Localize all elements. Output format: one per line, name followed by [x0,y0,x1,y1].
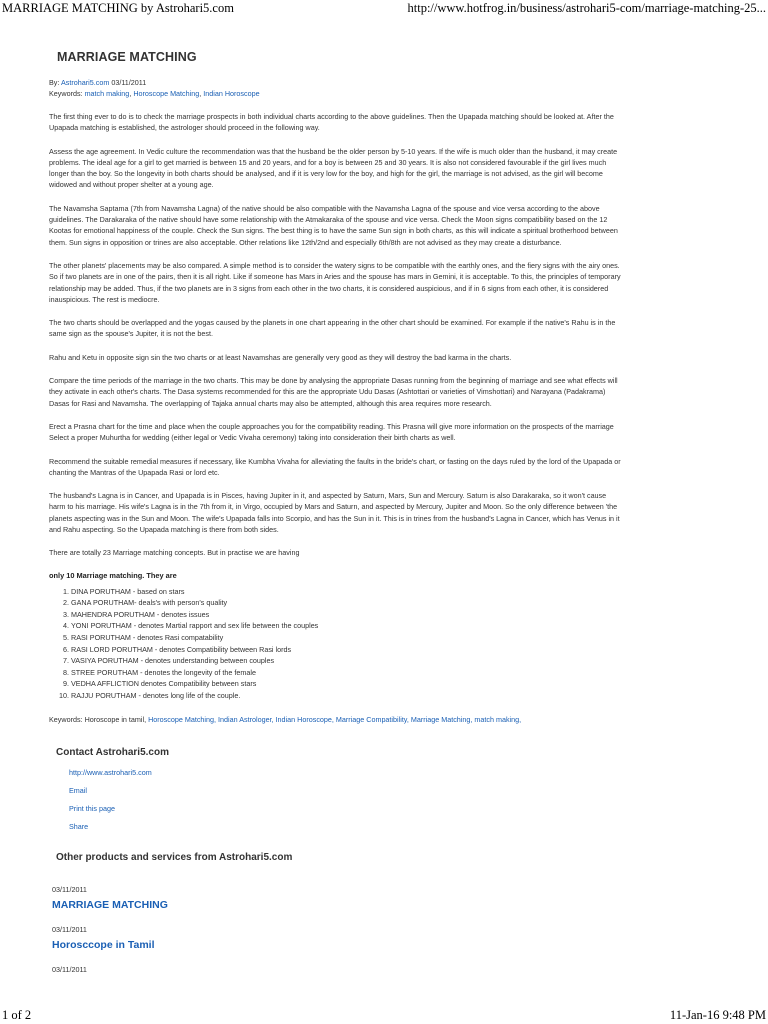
list-item: 1. DINA PORUTHAM - based on stars [71,586,717,598]
contact-heading: Contact Astrohari5.com [56,746,169,758]
list-item: 3. MAHENDRA PORUTHAM - denotes issues [71,609,717,621]
keyword-link[interactable]: Horoscope Matching, [148,714,217,724]
list-item: 10. RAJJU PORUTHAM - denotes long life of the couple. [71,690,717,702]
article-paragraph: The husband's Lagna is in Cancer, and Upapada is in Pisces, having Jupiter in it, and aspected by Saturn, Mars, Sun and Mercury. Saturn is also Darakaraka, so it won't cause harm to his marriage. His wife's Lagna is in the 7th from it, in Virgo, occupied by Mars and Saturn, and aspected by Mercury, Jupiter and Moon. So the only difference between 'the planets aspecting was in the Sun and Moon. The wife's Upapada falls into Scorpio, and has the Sun in it. This is in trines from the husband's Lagna in Cancer, which has Venus in it and Rahu aspecting. So the Upapada matching is there from both sides. [49,491,620,535]
article-content [49,50,717,974]
list-item: 9. VEDHA AFFLICTION denotes Compatibility between stars [71,678,717,690]
keyword-link[interactable]: Marriage Matching, [410,714,473,724]
keyword-link[interactable]: Indian Horoscope, [275,714,334,724]
print-header-title: MARRIAGE MATCHING by Astrohari5.com [2,1,234,15]
product-item [52,885,717,911]
list-item: 4. YONI PORUTHAM - denotes Martial rapport and sex life between the couples [71,620,717,632]
product-title-link[interactable]: Horosccope in Tamil [52,938,155,951]
product-date: 03/11/2011 [52,924,87,934]
contact-links [69,768,717,840]
concepts-list [49,586,717,702]
article-paragraph: Compare the time periods of the marriage in the two charts. This may be done by analysing the appropriate Dasas running from the beginning of marriage and see what effects will they activate in each other's charts. The Dasa systems recommended for this are the appropriate Udu Dasas (Ashtottari or varieties of Vimshottari) and Narayana (Padakrama) Dasas for Rasi and Navamsha. The overlapping of Tajaka annual charts may also be attempted, although this area requires more research. [49,376,618,408]
keywords-label: Keywords: [49,714,83,724]
product-date: 03/11/2011 [52,884,87,894]
article-paragraph: The first thing ever to do is to check the marriage prospects in both individual charts according to the above guidelines. Then the Upapada matching should be looked at. After the Upapada matching is established, the astrologer should proceed in the following way. [49,112,614,133]
print-header [0,0,768,20]
product-title-link[interactable]: MARRIAGE MATCHING [52,898,168,911]
print-page-link[interactable]: Print this page [69,803,115,813]
article-paragraph: Erect a Prasna chart for the time and place when the couple approaches you for the compatibility reading. This Prasna will give more information on the prospects of the marriage Select a proper Muhurtha for wedding (either legal or Vedic Vivaha ceremony) taking into consideration their birth charts as well. [49,421,614,443]
article-paragraph: Assess the age agreement. In Vedic culture the recommendation was that the husband be the older person by 5-10 years. If the wife is much older than the husband, it may create problems. The ideal age for a girl to get married is between 15 and 20 years, and for a boy is between 25 and 30 years. It is also not considered favourable if the girl lives much longer than the boy. So the longevity in both charts should be analysed, and if it is very low for the boy, and high for the girl, the marriage is not advised, as the girl will become widowed and without proper shelter at a young age. [49,146,618,190]
article-paragraph: The Navamsha Saptama (7th from Navamsha Lagna) of the native should be also compatible with the Navamsha Lagna of the spouse and vice versa according to the above guidelines. The Darakaraka of the native should have some relationship with the Atmakaraka of the spouse and vice versa. Check the Moon signs compatibility based on the 12 Kootas for emotional happiness of the couple. Check the Sun signs. The best thing is to have the same Sun sign in both charts, as this will indicate a spiritual brotherhood between them. Sun signs in opposition or trines are also acceptable. Other relations like 12th/2nd and especially 6th/8th are not advised as they may create a disturbance. [49,203,618,247]
list-item: 5. RASI PORUTHAM - denotes Rasi compatability [71,632,717,644]
by-label: By: [49,78,60,87]
keyword-link[interactable]: Indian Astrologer, [218,714,274,724]
article-paragraph: Recommend the suitable remedial measures if necessary, like Kumbha Vivaha for alleviating the faults in the bride's chart, or fasting on the days ruled by the lord of the Upapada or chanting the Mantras of the Upapada Rasi or lord etc. [49,456,621,477]
list-item: 7. VASIYA PORUTHAM - denotes understanding between couples [71,655,717,667]
product-item [52,925,717,951]
keyword-link[interactable]: match making [84,88,130,98]
article-meta [49,78,717,99]
product-date: 03/11/2011 [52,964,87,974]
page-title: MARRIAGE MATCHING [57,50,197,64]
email-link[interactable]: Email [69,785,87,795]
list-item: 8. STREE PORUTHAM - denotes the longevity of the female [71,667,717,679]
keywords-label: Keywords: [49,88,83,98]
keyword-plain: Horoscope in tamil, [84,714,147,724]
list-item: 2. GANA PORUTHAM- deals's with person's quality [71,597,717,609]
keyword-link[interactable]: Indian Horoscope [203,88,260,98]
list-item: 6. RASI LORD PORUTHAM - denotes Compatibility between Rasi lords [71,644,717,656]
concepts-subheading: only 10 Marriage matching. They are [49,570,177,580]
keyword-link[interactable]: Marriage Compatibility, [335,714,409,724]
keywords-line: Keywords: match making, Horoscope Matching, Indian Horoscope [49,88,260,98]
author-link[interactable]: Astrohari5.com [61,78,110,87]
product-item [52,965,717,974]
article-date: 03/11/2011 [111,78,147,87]
share-link[interactable]: Share [69,821,89,831]
article-paragraph: Rahu and Ketu in opposite sign sin the two charts or at least Navamshas are generally very good as they will destroy the bad karma in the charts. [49,352,512,362]
keyword-link[interactable]: match making, [474,714,522,724]
bottom-keywords [49,714,717,725]
print-header-url: http://www.hotfrog.in/business/astrohari5-com/marriage-matching-25... [407,1,766,15]
website-link[interactable]: http://www.astrohari5.com [69,767,152,777]
page-number: 1 of 2 [2,1008,32,1022]
print-timestamp: 11-Jan-16 9:48 PM [669,1008,766,1022]
byline [49,78,717,89]
article-paragraph: The other planets' placements may be also compared. A simple method is to consider the watery signs to be compatible with the earthly ones, and the fiery signs with the airy ones. So if two planets are in one of the pairs, then it is all right. Like if someone has Mars in Aries and the spouse has mars in Gemini, it is acceptable. To this, the principles of temporary relationship may be added. Thus, if the two planets are in 3 signs from each other in the two charts, it is considered auspicious, and if in 6 signs from each other, it is considered inauspicious. The rest is mediocre. [49,260,621,304]
products-heading: Other products and services from Astrohari5.com [56,851,293,863]
article-paragraph: There are totally 23 Marriage matching concepts. But in practise we are having [49,548,300,558]
print-footer [0,1008,768,1024]
keyword-link[interactable]: Horoscope Matching [133,88,200,98]
article-paragraph: The two charts should be overlapped and the yogas caused by the planets in one chart appearing in the other chart should be examined. For example if the native's Rahu is in the same sign as the spouse's Jupiter, it is not the best. [49,318,616,339]
